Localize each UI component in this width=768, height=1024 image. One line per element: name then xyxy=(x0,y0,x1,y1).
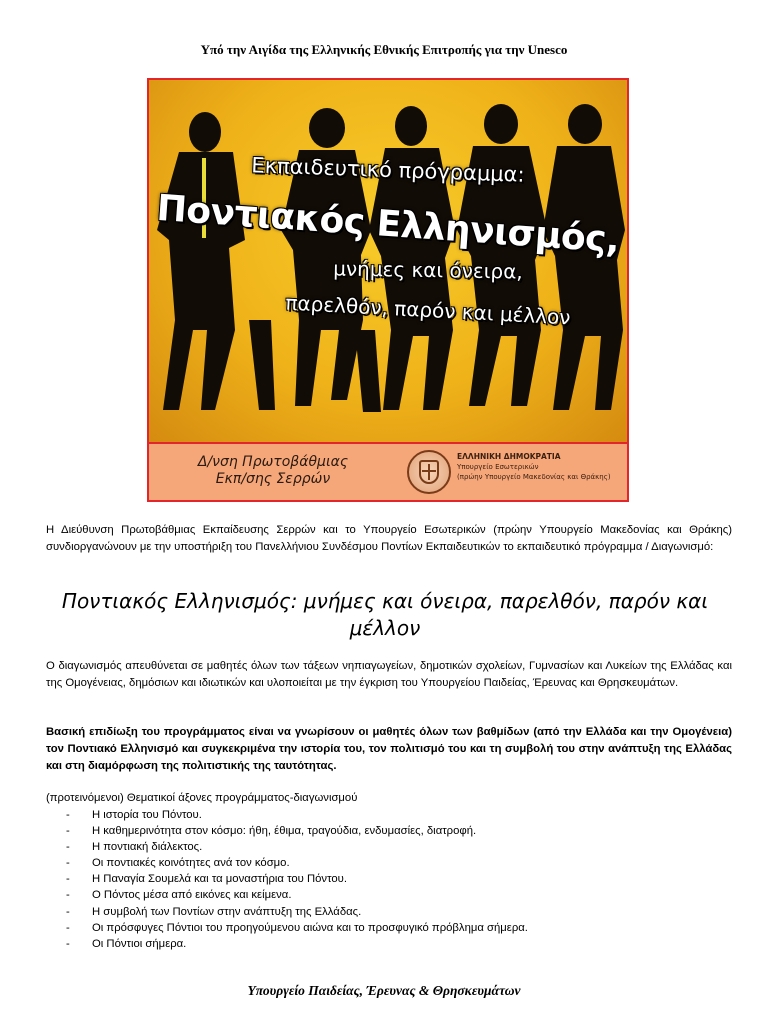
dancers-artwork xyxy=(149,80,627,442)
auspices-heading: Υπό την Αιγίδα της Ελληνικής Εθνικής Επιτροπής για την Unesco xyxy=(200,42,568,57)
hellenic-republic-seal-icon xyxy=(407,450,451,494)
list-item xyxy=(66,936,528,952)
intro-paragraph: Η Διεύθυνση Πρωτοβάθμιας Εκπαίδευσης Σερρών και το Υπουργείο Εσωτερικών (πρώην Υπουργείο Μακεδονίας και Θράκης) συνδιοργανώνουν με την υποστήριξη του Πανελλήνιου Συνδέσμου Ποντίων Εκπαιδευτικών το εκπαιδευτικό πρόγραμμα / Διαγωνισμό: xyxy=(46,524,732,553)
poster-subtitle-2: παρελθόν, παρόν και μέλλον xyxy=(284,290,572,330)
bullet-dash: - xyxy=(66,921,70,934)
directorate-line-1: Δ/νση Πρωτοβάθμιας xyxy=(197,454,349,470)
ministry-line-2: Υπουργείο Εσωτερικών xyxy=(457,463,539,471)
list-item xyxy=(66,887,528,903)
thematic-axes-list xyxy=(66,807,528,952)
list-item xyxy=(66,823,528,839)
bullet-dash: - xyxy=(66,905,70,918)
audience-paragraph: Ο διαγωνισμός απευθύνεται σε μαθητές όλων των τάξεων νηπιαγωγείων, δημοτικών σχολείων, Γυμνασίων και Λυκείων της Ελλάδας και της Ομογένειας, δημόσιων και ιδιωτικών και υλοποιείται με την έγκριση του Υπουργείου Παιδείας, Έρευνας και Θρησκευμάτων. xyxy=(46,660,732,689)
ministry-line-3: (πρώην Υπουργείο Μακεδονίας και Θράκης) xyxy=(457,473,611,481)
bullet-dash: - xyxy=(66,841,70,854)
list-item-text: Ο Πόντος μέσα από εικόνες και κείμενα. xyxy=(92,889,292,902)
list-item-text: Η καθημερινότητα στον κόσμο: ήθη, έθιμα, τραγούδια, ενδυμασίες, διατροφή. xyxy=(92,825,477,838)
list-item xyxy=(66,807,528,823)
goal-paragraph: Βασική επιδίωξη του προγράμματος είναι να γνωρίσουν οι μαθητές όλων των βαθμίδων (από την Ελλάδα και την Ομογένεια) τον Ποντιακό Ελληνισμό και συγκεκριμένα την ιστορία του, τον πολιτισμό του και τη συμβολή του στην ανάπτυξη της Ελλάδας και στη διαμόρφωση της πολιτιστικής της ταυτότητας. xyxy=(46,726,732,772)
poster-main-title: Ποντιακός Ελληνισμός, xyxy=(155,187,621,262)
directorate-name xyxy=(163,454,383,488)
directorate-line-2: Εκπ/σης Σερρών xyxy=(215,471,331,487)
poster-footer xyxy=(149,442,627,502)
list-item-text: Η ιστορία του Πόντου. xyxy=(92,809,202,821)
poster-subtitle-1: μνήμες και όνειρα, xyxy=(333,256,523,284)
list-item xyxy=(66,855,528,871)
ministry-footer: Υπουργείο Παιδείας, Έρευνας & Θρησκευμάτων xyxy=(247,983,521,998)
program-poster xyxy=(147,78,629,502)
bullet-dash: - xyxy=(66,857,70,870)
list-item-text: Η συμβολή των Ποντίων στην ανάπτυξη της Ελλάδας. xyxy=(92,905,362,918)
list-item-text: Η ποντιακή διάλεκτος. xyxy=(92,841,203,854)
list-item-text: Η Παναγία Σουμελά και τα μοναστήρια του Πόντου. xyxy=(92,873,347,886)
list-item-text: Οι Πόντιοι σήμερα. xyxy=(92,937,187,950)
list-item xyxy=(66,904,528,920)
bullet-dash: - xyxy=(66,873,70,886)
program-title: Ποντιακός Ελληνισμός: μνήμες και όνειρα, παρελθόν, παρόν και μέλλον xyxy=(61,589,709,640)
ministry-line-1: ΕΛΛΗΝΙΚΗ ΔΗΜΟΚΡΑΤΙΑ xyxy=(457,452,561,461)
bullet-dash: - xyxy=(66,825,70,838)
bullet-dash: - xyxy=(66,809,70,821)
list-item xyxy=(66,920,528,936)
bullet-dash: - xyxy=(66,937,70,950)
list-item xyxy=(66,871,528,887)
bullet-dash: - xyxy=(66,889,70,902)
list-item-text: Οι ποντιακές κοινότητες ανά τον κόσμο. xyxy=(92,857,290,870)
axes-heading: (προτεινόμενοι) Θεματικοί άξονες προγράμματος-διαγωνισμού xyxy=(46,792,358,804)
list-item-text: Οι πρόσφυγες Πόντιοι του προηγούμενου αιώνα και το προσφυγικό πρόβλημα σήμερα. xyxy=(92,921,528,934)
list-item xyxy=(66,839,528,855)
poster-program-label: Εκπαιδευτικό πρόγραμμα: xyxy=(251,153,525,187)
ministry-label xyxy=(457,452,627,482)
